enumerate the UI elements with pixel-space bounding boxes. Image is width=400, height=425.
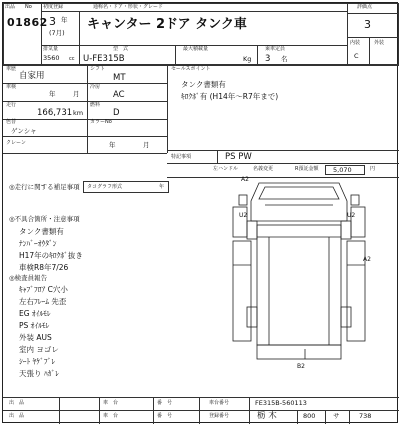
inspector-item: ｼｰﾄ ﾔｹﾞﾌﾞﾚ [19, 357, 56, 366]
right-mirror [351, 195, 359, 205]
plate-number: 738 [359, 412, 372, 420]
rear-right-wheel [341, 307, 351, 327]
usage-label: 車歴 [6, 66, 17, 72]
inspector-title: ◎検査員報告 [9, 274, 48, 282]
recycle-amount: 5,070 [333, 166, 352, 174]
exterior-label: 外装 [374, 40, 385, 46]
rear-left-wheel [247, 307, 257, 327]
grade-sub: C [354, 52, 359, 60]
ac: AC [113, 90, 125, 100]
recycle-unit: 円 [370, 166, 376, 172]
usage: 自家用 [19, 71, 45, 81]
max-load-label: 最大積載量 [183, 46, 209, 52]
first-reg-label: 初度登録 [43, 4, 64, 10]
defect-item: H17年のｷﾛｸﾎﾞ抜き [19, 251, 83, 260]
inspector-item: EG ｵｲﾙﾓﾚ [19, 309, 51, 318]
footer-label: 番 号 [157, 413, 173, 419]
mileage: 166,731 [37, 108, 73, 118]
tax-label: 名義変更 [253, 166, 274, 172]
grade: 3 [364, 18, 371, 31]
model-label: 型 式 [113, 46, 129, 52]
fuel-label: 燃料 [90, 102, 101, 108]
inspector-item: ｷｬﾌﾞﾌﾛｱ C穴小 [19, 285, 68, 294]
left-side-panel [233, 241, 251, 341]
damage-mark-rear: B2 [297, 363, 305, 370]
auction-sheet [2, 2, 398, 423]
first-reg-year-unit: 年 [61, 16, 68, 24]
color-no-label: カラーNo [90, 119, 112, 125]
inspector-item: 左右ﾌﾚｰﾑ 先歪 [19, 297, 67, 306]
front-left-wheel [247, 221, 257, 239]
inspector-item: PS ｵｲﾙﾓﾚ [19, 321, 50, 330]
damage-mark-front: A2 [241, 176, 249, 183]
plate-kana: サ [333, 412, 340, 420]
chassis-number: FE315B-560113 [255, 399, 307, 407]
tank-body [257, 225, 341, 345]
first-reg-month: (7月) [49, 29, 65, 37]
plate-label: 登録番号 [209, 413, 230, 419]
selling-point: ｷﾛｸﾎﾞ有 (H14年～R7年まで) [181, 92, 279, 101]
color: ゲンシャ [11, 127, 37, 135]
car-name: キャンター 2ドア タンク車 [87, 17, 247, 32]
plate-class: 800 [303, 412, 316, 420]
cab-outline [251, 183, 347, 221]
footer-label: 番 号 [157, 400, 173, 406]
travel-label: ◎走行に関する補足事項 [9, 183, 80, 191]
chassis-label: 車台番号 [209, 400, 230, 406]
windshield [259, 187, 339, 199]
mileage-label: 走行 [6, 102, 17, 108]
outlet-no-label: No [25, 4, 32, 10]
defect-item: 車検R8年7/26 [19, 263, 69, 272]
capacity: 3 [265, 54, 271, 64]
footer-label: 車 台 [103, 413, 119, 419]
first-reg-year: 3 [49, 15, 56, 28]
inspection-month-unit: 月 [73, 90, 80, 98]
defect-item: ﾅﾝﾊﾞｰｵｳﾀﾞﾝ [19, 239, 57, 248]
inspector-item: 室内 ヨゴレ [19, 345, 59, 354]
model: U-FE315B [83, 54, 125, 64]
selling-point: タンク書類有 [181, 80, 226, 89]
interior-label: 内装 [350, 40, 361, 46]
handle-label: 左ハンドル [213, 166, 239, 172]
damage-mark-left-door: U2 [239, 212, 248, 219]
car-name-label: 通称名・ドア・形状・グレード [93, 4, 163, 10]
shift-label: シフト [90, 66, 106, 72]
outlet-label: 出品 [5, 4, 16, 10]
inspector-item: 天張り ﾊｶﾞﾚ [19, 369, 59, 378]
damage-mark-right-side: A2 [363, 256, 371, 263]
tacho-label: タコグラフ形式 [87, 184, 123, 190]
displacement-unit: cc [69, 56, 75, 62]
ac-label: 冷房 [90, 84, 101, 90]
mileage-unit: km [73, 109, 84, 117]
selling-label: セールスポイント [171, 66, 211, 72]
inspection-year-unit: 年 [49, 90, 56, 98]
fuel: D [113, 108, 120, 118]
front-right-wheel [341, 221, 351, 239]
equipment: PS PW [225, 152, 252, 162]
footer-label: 車 台 [103, 400, 119, 406]
capacity-label: 乗車定員 [265, 46, 286, 52]
inspection-label: 車検 [6, 84, 17, 90]
grade-label: 評価点 [357, 4, 373, 10]
displacement: 3560 [43, 54, 60, 62]
footer-label: 出 品 [9, 400, 25, 406]
color-label: 色替 [6, 119, 17, 125]
max-load-unit: Kg [243, 55, 252, 63]
plate-region: 栃 木 [257, 411, 277, 421]
crane-label: クレーン [6, 140, 26, 146]
recycle-label: R預託金額 [295, 166, 319, 172]
damage-mark-right-door: U2 [347, 212, 356, 219]
tacho-unit: 年 [159, 184, 165, 190]
inspector-item: 外装 AUS [19, 333, 52, 342]
left-mirror [239, 195, 247, 205]
defects-title: ◎不具合箇所・注意事項 [9, 215, 80, 223]
shift: MT [113, 73, 126, 83]
crane-year-unit: 年 [109, 141, 116, 149]
defect-item: タンク書類有 [19, 227, 64, 236]
footer-label: 出 品 [9, 413, 25, 419]
displacement-label: 排気量 [43, 46, 59, 52]
truck-diagram [229, 175, 379, 370]
rear-bumper [257, 345, 341, 359]
crane-month-unit: 月 [143, 141, 150, 149]
lot-number: 01862 [7, 16, 48, 29]
capacity-unit: 名 [281, 55, 288, 63]
equip-label: 特記事項 [171, 154, 192, 160]
